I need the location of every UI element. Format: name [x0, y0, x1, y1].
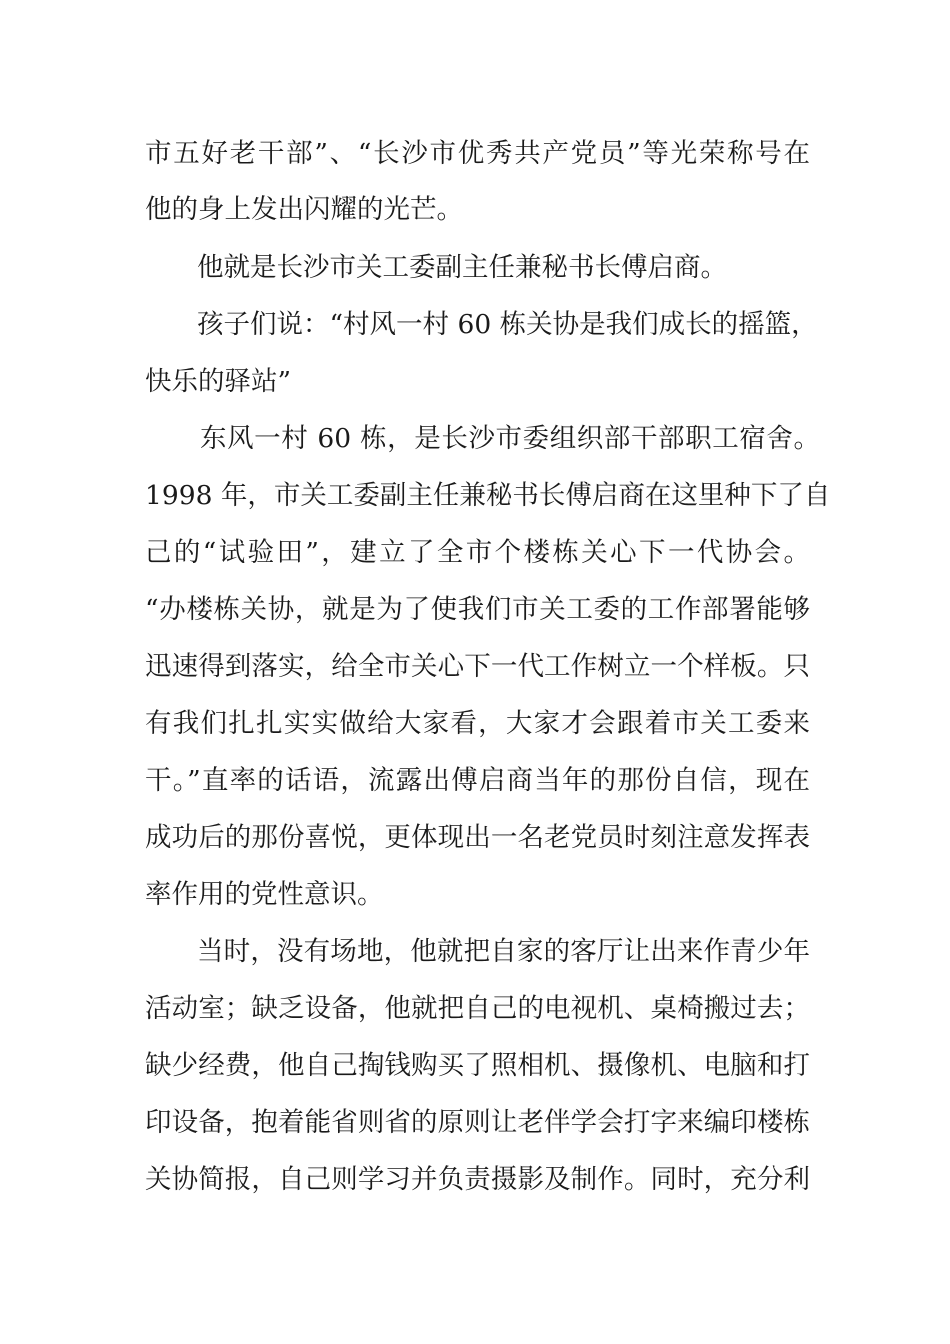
- text-line: “办楼栋关协，就是为了使我们市关工委的工作部署能够: [145, 594, 810, 625]
- text-line: 迅速得到落实，给全市关心下一代工作树立一个样板。只: [145, 651, 810, 682]
- text-line: 市五好老干部”、“长沙市优秀共产党员”等光荣称号在: [145, 138, 810, 169]
- text-line: 干。”直率的话语，流露出傅启商当年的那份自信，现在: [145, 765, 810, 796]
- text-line: 缺少经费，他自己掏钱购买了照相机、摄像机、电脑和打: [145, 1050, 810, 1081]
- text-line: 东风一村 60 栋，是长沙市委组织部干部职工宿舍。: [200, 423, 820, 454]
- text-line: 关协简报，自己则学习并负责摄影及制作。同时，充分利: [145, 1164, 810, 1195]
- text-line: 快乐的驿站”: [145, 366, 292, 397]
- text-line: 孩子们说：“村风一村 60 栋关协是我们成长的摇篮，: [197, 309, 818, 340]
- text-line: 1998 年，市关工委副主任兼秘书长傅启商在这里种下了自: [145, 480, 831, 511]
- text-line: 己的“试验田”，建立了全市个楼栋关心下一代协会。: [145, 537, 810, 568]
- text-line: 当时，没有场地，他就把自家的客厅让出来作青少年: [197, 936, 810, 967]
- text-line: 率作用的党性意识。: [145, 879, 384, 910]
- text-line: 活动室；缺乏设备，他就把自己的电视机、桌椅搬过去；: [145, 993, 810, 1024]
- text-line: 印设备，抱着能省则省的原则让老伴学会打字来编印楼栋: [145, 1107, 810, 1138]
- text-line: 他就是长沙市关工委副主任兼秘书长傅启商。: [197, 252, 727, 283]
- text-line: 成功后的那份喜悦，更体现出一名老党员时刻注意发挥表: [145, 822, 810, 853]
- text-line: 有我们扎扎实实做给大家看，大家才会跟着市关工委来: [145, 708, 810, 739]
- text-line: 他的身上发出闪耀的光芒。: [145, 194, 463, 225]
